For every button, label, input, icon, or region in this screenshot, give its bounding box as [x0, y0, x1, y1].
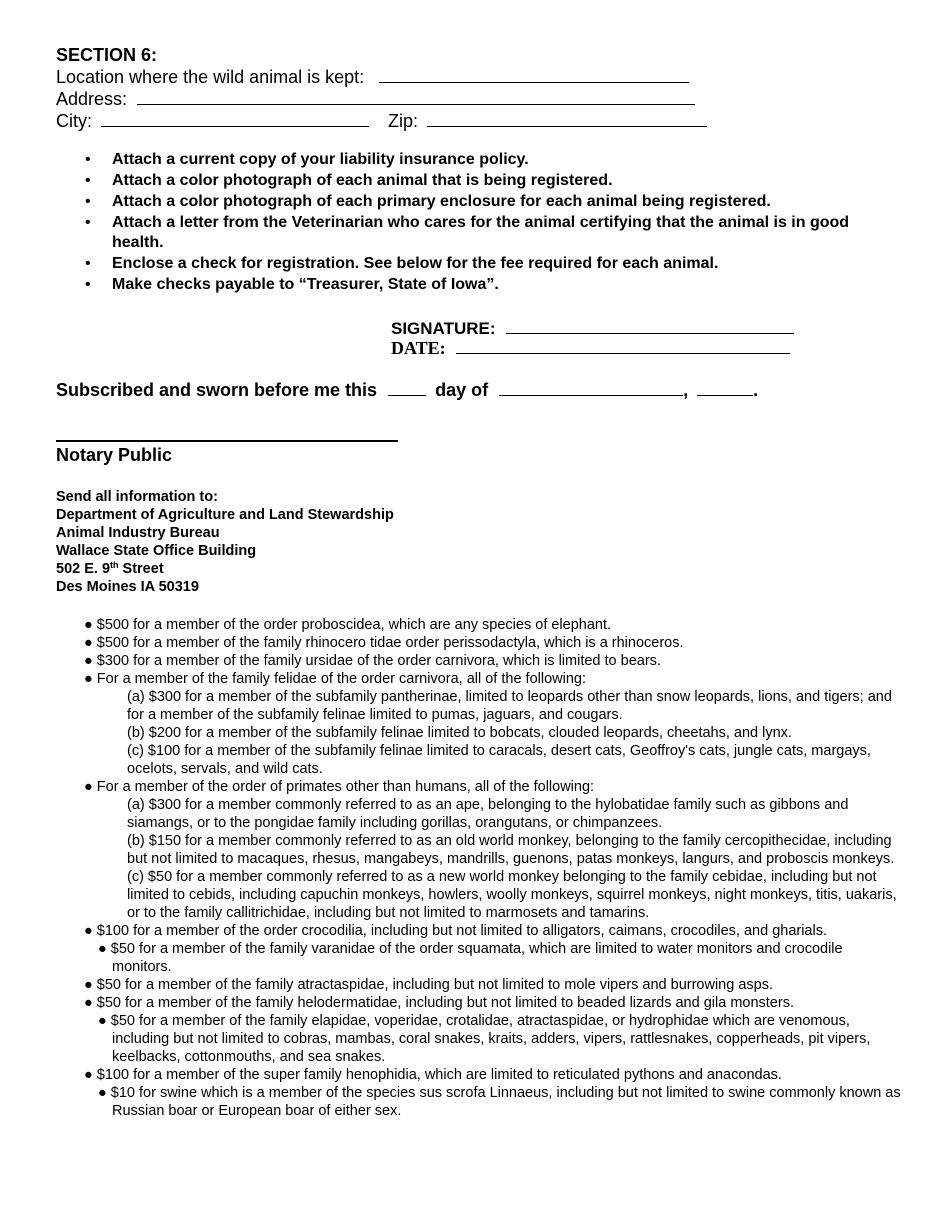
address-label: Address:	[56, 89, 128, 109]
fee-item: ● $10 for swine which is a member of the species sus scrofa Linnaeus, including but not limited to swine commonly known as Russian boar or European boar of either sex.	[98, 1085, 901, 1119]
fee-subitem: (b) $200 for a member of the subfamily felinae limited to bobcats, clouded leopards, cheetahs, and lynx.	[127, 725, 792, 741]
section-title: SECTION 6:	[56, 45, 158, 65]
notary-signature-line[interactable]	[56, 440, 398, 442]
address-line: Animal Industry Bureau	[56, 525, 220, 541]
location-label: Location where the wild animal is kept:	[56, 67, 365, 87]
date-label: DATE:	[391, 338, 446, 358]
fee-subitem: (a) $300 for a member of the subfamily pantherinae, limited to leopards other than snow leopards, lions, and tigers; and for a member of the subfamily felinae limited to pumas, jaguars, and cougars.	[127, 689, 892, 723]
fee-item: ● For a member of the family felidae of the order carnivora, all of the following:	[84, 671, 586, 687]
zip-label: Zip:	[388, 111, 419, 131]
fee-item: ● $50 for a member of the family helodermatidae, including but not limited to beaded lizards and gila monsters.	[84, 995, 794, 1011]
requirement-item: • Attach a color photograph of each animal that is being registered.	[56, 171, 876, 191]
requirement-item: • Make checks payable to “Treasurer, State of Iowa”.	[56, 275, 876, 295]
fee-subitem: (b) $150 for a member commonly referred to as an old world monkey, belonging to the family cercopithecidae, including but not limited to macaques, rhesus, mangabeys, mandrills, guenons, patas monkeys, langurs, and proboscis monkeys.	[127, 833, 895, 867]
requirement-item: • Attach a letter from the Veterinarian who cares for the animal certifying that the animal is in good health.	[56, 213, 876, 252]
notary-label: Notary Public	[56, 445, 173, 465]
requirements-list	[56, 150, 876, 296]
address-line: Department of Agriculture and Land Stewardship	[56, 507, 394, 523]
signature-label: SIGNATURE:	[391, 319, 496, 338]
fee-subitem: (c) $100 for a member of the subfamily felinae limited to caracals, desert cats, Geoffroy's cats, jungle cats, margays, ocelots, servals, and wild cats.	[127, 743, 871, 777]
fee-item: ● $50 for a member of the family elapidae, voperidae, crotalidae, atractaspidae, or hydrophidae which are venomous, including but not limited to cobras, mambas, coral snakes, kraits, adders, vipers, rattlesnakes, copperheads, pit vipers, keelbacks, cottonmouths, and sea snakes.	[98, 1013, 871, 1065]
fee-schedule	[84, 616, 904, 1120]
address-line: Wallace State Office Building	[56, 543, 257, 559]
fee-item: ● $100 for a member of the super family henophidia, which are limited to reticulated pythons and anacondas.	[84, 1067, 782, 1083]
fee-item: ● $300 for a member of the family ursidae of the order carnivora, which is limited to bears.	[84, 653, 661, 669]
signature-row	[391, 318, 794, 339]
city-label: City:	[56, 111, 92, 131]
fee-item: ● $500 for a member of the order proboscidea, which are any species of elephant.	[84, 617, 612, 633]
city-zip-row	[56, 111, 707, 132]
sworn-period: .	[753, 380, 759, 400]
fee-item: ● $500 for a member of the family rhinocero tidae order perissodactyla, which is a rhinoceros.	[84, 635, 684, 651]
date-row	[391, 338, 790, 359]
fee-item: ● $100 for a member of the order crocodilia, including but not limited to alligators, caimans, crocodiles, and gharials.	[84, 923, 827, 939]
sworn-text-2: day of	[435, 380, 489, 400]
fee-item: ● For a member of the order of primates other than humans, all of the following:	[84, 779, 595, 795]
sworn-text-1: Subscribed and sworn before me this	[56, 380, 378, 400]
sworn-statement	[56, 380, 758, 401]
fee-item: ● $50 for a member of the family varanidae of the order squamata, which are limited to water monitors and crocodile monitors.	[98, 941, 843, 975]
location-row	[56, 67, 689, 88]
address-row	[56, 89, 695, 110]
fee-item: ● $50 for a member of the family atractaspidae, including but not limited to mole vipers and burrowing asps.	[84, 977, 773, 993]
mailing-address	[56, 488, 394, 596]
street-line	[56, 560, 394, 578]
requirement-item: • Attach a color photograph of each primary enclosure for each animal being registered.	[56, 192, 876, 212]
sworn-comma: ,	[683, 380, 689, 400]
location-blank[interactable]	[379, 67, 689, 83]
month-blank[interactable]	[499, 380, 683, 396]
fee-subitem: (c) $50 for a member commonly referred to as a new world monkey belonging to the family cebidae, including but not limited to cebids, including capuchin monkeys, howlers, woolly monkeys, squirrel monkeys, night monkeys, titis, uakaris, or to the family callitrichidae, including but not limited to marmosets and tamarins.	[127, 869, 897, 921]
address-blank[interactable]	[137, 89, 695, 105]
day-blank[interactable]	[388, 380, 426, 396]
city-blank[interactable]	[101, 111, 369, 127]
street-name: Street	[118, 561, 164, 577]
requirement-item: • Enclose a check for registration. See below for the fee required for each animal.	[56, 254, 876, 274]
year-blank[interactable]	[697, 380, 753, 396]
street-suffix: th	[110, 560, 119, 570]
signature-blank[interactable]	[506, 318, 794, 334]
fee-subitem: (a) $300 for a member commonly referred to as an ape, belonging to the hylobatidae family such as gibbons and siamangs, or to the pongidae family including gorillas, orangutans, or chimpanzees.	[127, 797, 849, 831]
send-to-heading: Send all information to:	[56, 489, 218, 505]
street-number: 502 E. 9	[56, 561, 111, 577]
address-line: Des Moines IA 50319	[56, 579, 199, 595]
zip-blank[interactable]	[427, 111, 707, 127]
requirement-item: • Attach a current copy of your liability insurance policy.	[56, 150, 876, 170]
date-blank[interactable]	[456, 338, 790, 354]
